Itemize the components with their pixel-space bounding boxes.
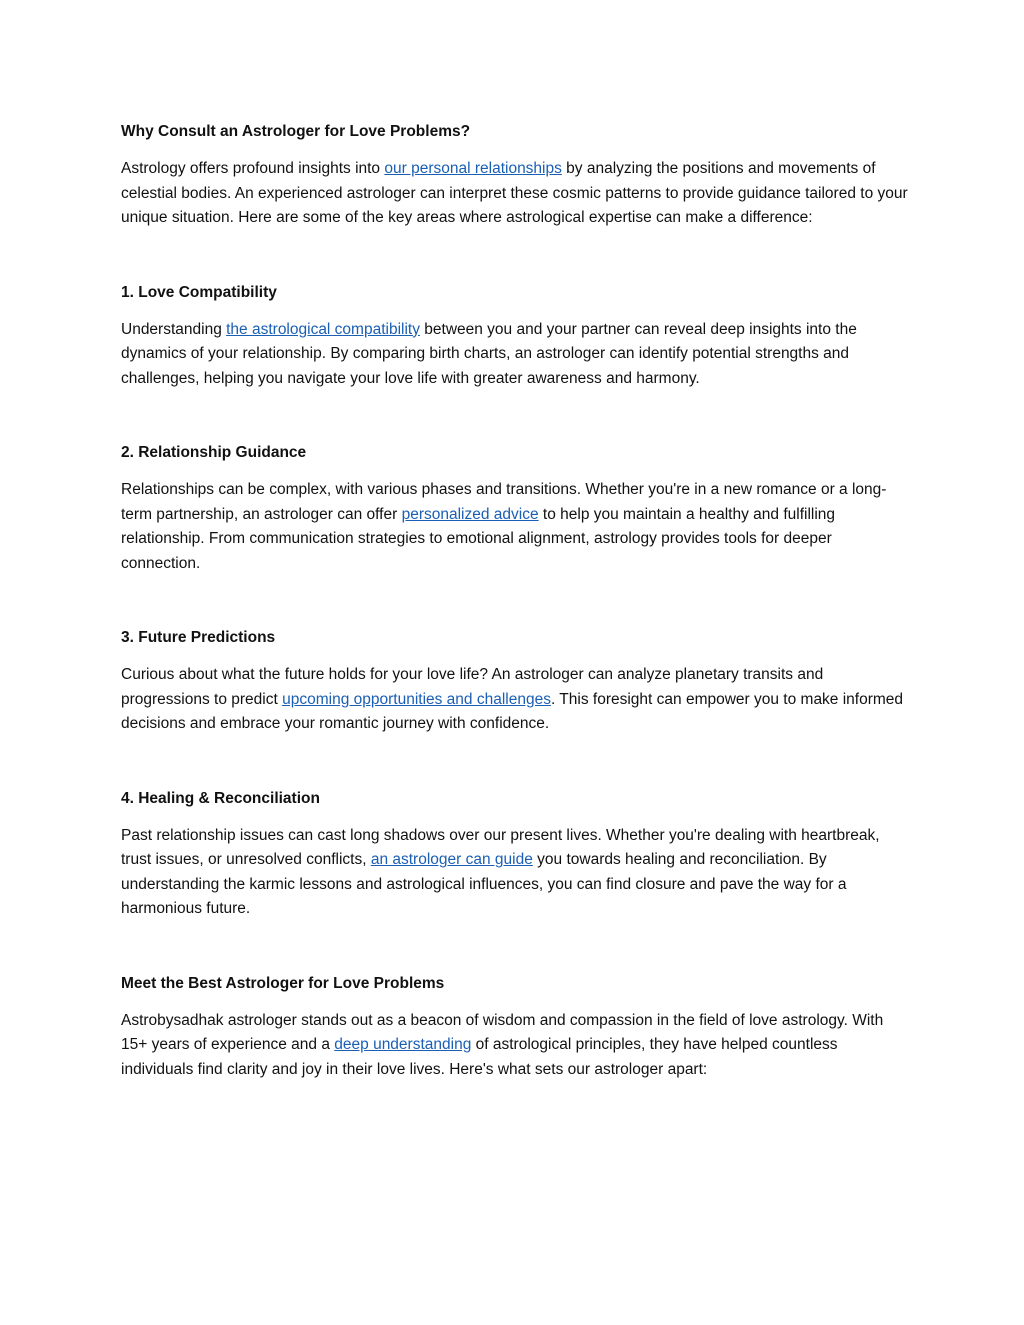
section-heading: 1. Love Compatibility [121, 283, 277, 301]
section-why-consult [121, 120, 911, 231]
link-deep-understanding[interactable]: deep understanding [334, 1036, 472, 1053]
link-upcoming-opportunities[interactable]: upcoming opportunities and challenges [282, 690, 551, 708]
link-personal-relationships[interactable]: our personal relationships [384, 160, 562, 177]
section-paragraph [121, 318, 911, 392]
document-body [121, 120, 911, 1132]
paragraph-text: of astrological principles, they have helped countless individuals find clarity and joy in their love lives. Here's what sets our astrologer apart: [121, 1036, 838, 1078]
link-astrological-compatibility[interactable]: the astrological compatibility [226, 320, 420, 338]
paragraph-text: Understanding [121, 320, 227, 338]
paragraph-text: Past relationship issues can cast long shadows over our present lives. Whether you're dealing with heartbreak, trust issues, or unresolved conflicts, [121, 826, 880, 868]
section-relationship-guidance [121, 441, 911, 576]
paragraph-text: by analyzing the positions and movements of celestial bodies. An experienced astrologer can interpret these cosmic patterns to provide guidance tailored to your unique situation. Here are some of the key areas where astrological expertise can make a difference: [121, 160, 908, 226]
section-heading: 4. Healing & Reconciliation [121, 789, 320, 807]
paragraph-text: to help you maintain a healthy and fulfilling relationship. From communication strategies to emotional alignment, astrology provides tools for deeper connection. [121, 505, 836, 572]
section-heading: 2. Relationship Guidance [121, 444, 307, 461]
paragraph-text: Relationships can be complex, with various phases and transitions. Whether you're in a new romance or a long-term partnership, an astrologer can offer [121, 481, 887, 523]
section-paragraph [121, 824, 911, 922]
section-paragraph [121, 1009, 911, 1083]
section-paragraph [121, 157, 911, 231]
paragraph-text: between you and your partner can reveal deep insights into the dynamics of your relationship. By comparing birth charts, an astrologer can identify potential strengths and challenges, helping you navigate your love life with greater awareness and harmony. [121, 320, 857, 387]
section-heading: Why Consult an Astrologer for Love Problems? [121, 123, 471, 140]
paragraph-text: . This foresight can empower you to make informed decisions and embrace your romantic journey with confidence. [121, 690, 904, 732]
paragraph-text: Astrobysadhak astrologer stands out as a beacon of wisdom and compassion in the field of love astrology. With 15+ years of experience and a [121, 1011, 884, 1053]
paragraph-text: Astrology offers profound insights into [121, 160, 385, 177]
link-astrologer-can-guide[interactable]: an astrologer can guide [370, 851, 533, 868]
section-meet-astrologer [121, 972, 911, 1083]
section-paragraph [121, 663, 911, 737]
link-personalized-advice[interactable]: personalized advice [401, 505, 539, 523]
section-healing-reconciliation [121, 787, 911, 922]
section-heading: 3. Future Predictions [121, 629, 276, 646]
paragraph-text: you towards healing and reconciliation. By understanding the karmic lessons and astrological influences, you can find closure and pave the way for a harmonious future. [121, 851, 847, 917]
section-heading: Meet the Best Astrologer for Love Problems [121, 974, 445, 992]
section-paragraph [121, 478, 911, 576]
paragraph-text: Curious about what the future holds for your love life? An astrologer can analyze planetary transits and progressions to predict [121, 666, 824, 708]
section-future-predictions [121, 626, 911, 737]
section-love-compatibility [121, 281, 911, 392]
